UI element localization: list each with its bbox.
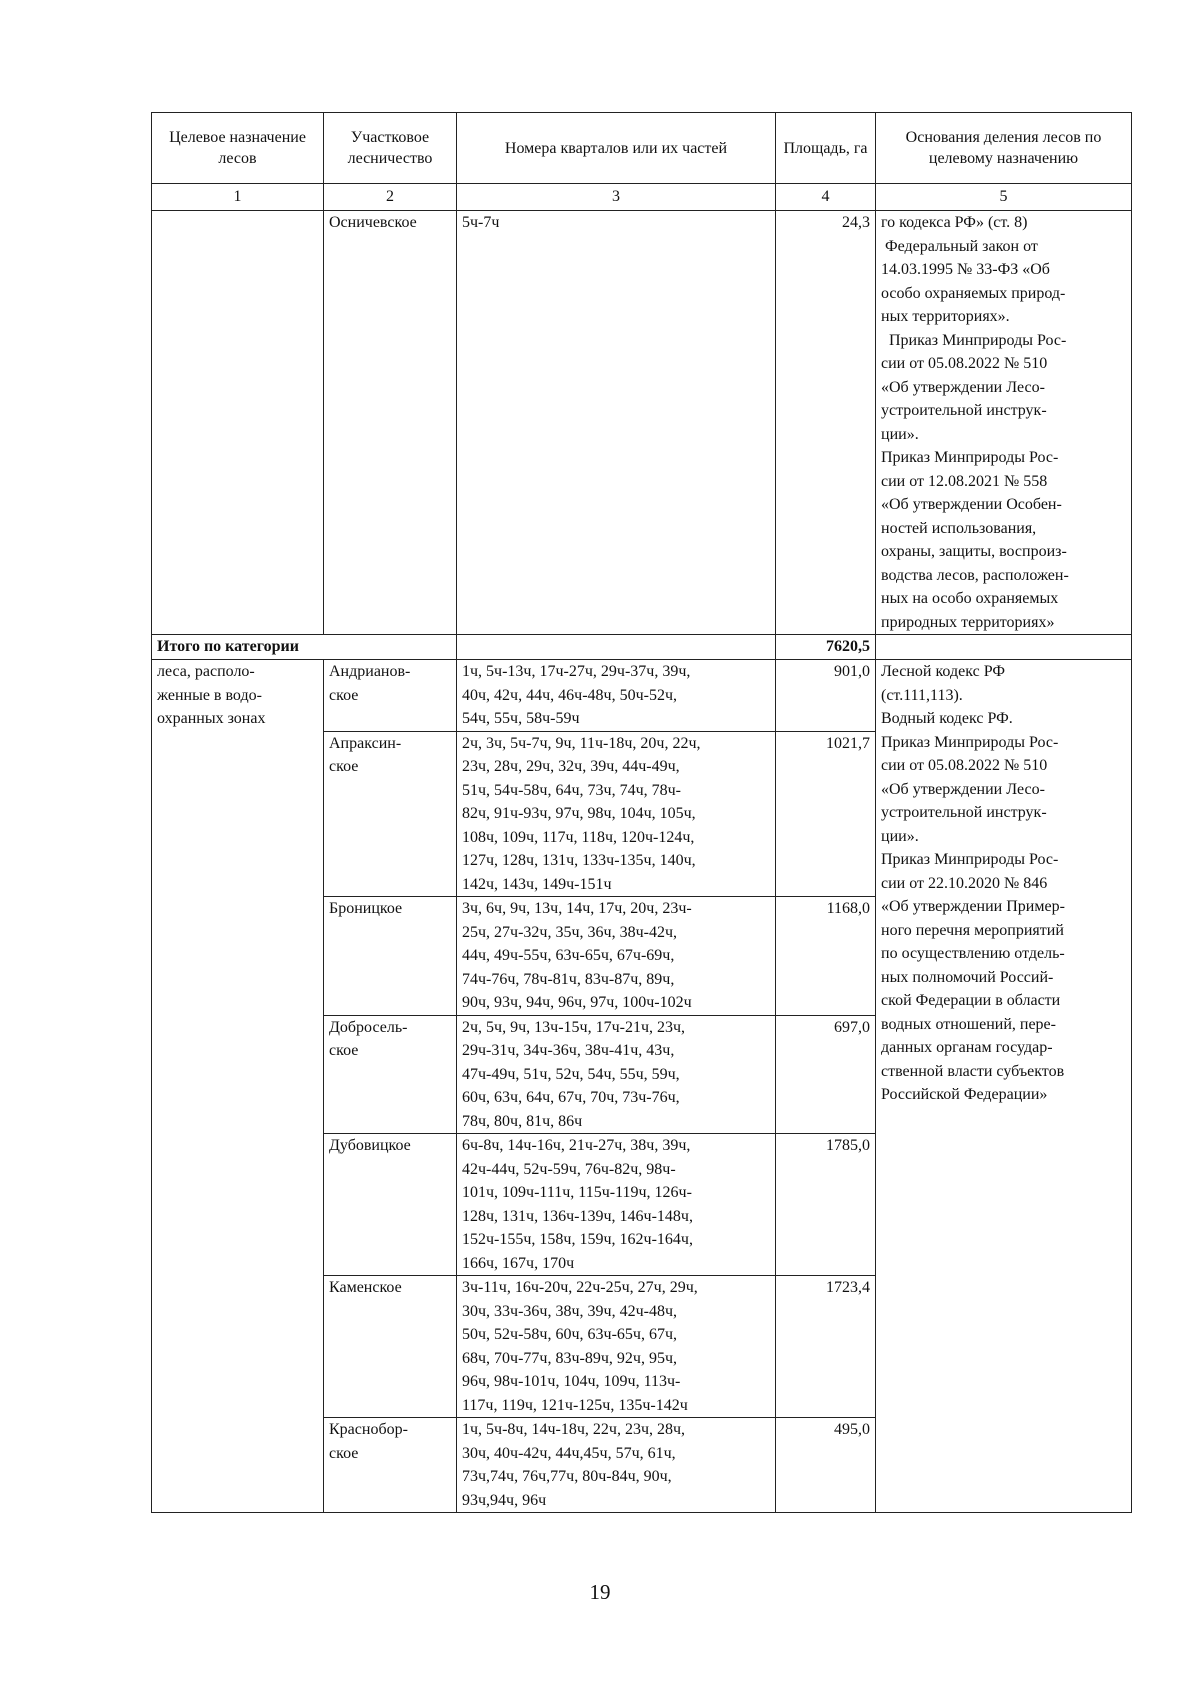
text-line: 51ч, 54ч-58ч, 64ч, 73ч, 74ч, 78ч- bbox=[462, 781, 681, 799]
column-number: 5 bbox=[876, 184, 1132, 211]
header-purpose: Целевое назначение лесов bbox=[152, 113, 324, 184]
text-line: 23ч, 28ч, 29ч, 32ч, 39ч, 44ч-49ч, bbox=[462, 758, 680, 775]
text-line: 101ч, 109ч-111ч, 115ч-119ч, 126ч- bbox=[462, 1184, 692, 1201]
text-line: Приказ Минприроды Рос- bbox=[881, 733, 1059, 751]
forestry-cell bbox=[324, 660, 457, 732]
area-cell: 1723,4 bbox=[776, 1276, 876, 1418]
header-forestry: Участковое лесничество bbox=[324, 113, 457, 184]
area-cell: 1021,7 bbox=[776, 731, 876, 897]
text-line: охранных зонах bbox=[157, 710, 266, 727]
text-line: 152ч-155ч, 158ч, 159ч, 162ч-164ч, bbox=[462, 1231, 693, 1248]
text-line: водных отношений, пере- bbox=[881, 1015, 1056, 1033]
text-line: ское bbox=[329, 1444, 359, 1462]
text-line: ных территориях». bbox=[881, 308, 1010, 325]
text-line: 2ч, 5ч, 9ч, 13ч-15ч, 17ч-21ч, 23ч, bbox=[462, 1018, 686, 1036]
text-line: го кодекса РФ» (ст. 8) bbox=[881, 214, 1028, 231]
text-line: Федеральный закон от bbox=[881, 237, 1038, 255]
text-line: 40ч, 42ч, 44ч, 46ч-48ч, 50ч-52ч, bbox=[462, 686, 677, 704]
quarters-cell bbox=[457, 1418, 776, 1513]
text-line: сии от 12.08.2021 № 558 bbox=[881, 472, 1048, 490]
text-line: 2ч, 3ч, 5ч-7ч, 9ч, 11ч-18ч, 20ч, 22ч, bbox=[462, 734, 701, 752]
area-cell: 24,3 bbox=[776, 211, 876, 635]
text-line: (ст.111,113). bbox=[881, 686, 963, 704]
text-line: ское bbox=[329, 758, 359, 775]
text-line: устроительной инструк- bbox=[881, 402, 1047, 419]
text-line: Добросель- bbox=[329, 1018, 408, 1036]
text-line: 74ч-76ч, 78ч-81ч, 83ч-87ч, 89ч, bbox=[462, 970, 675, 988]
area-cell: 1168,0 bbox=[776, 897, 876, 1016]
forestry-cell bbox=[324, 731, 457, 897]
quarters-cell bbox=[457, 1015, 776, 1134]
forestry-cell bbox=[324, 1276, 457, 1418]
column-number: 3 bbox=[457, 184, 776, 211]
text-line: данных органам государ- bbox=[881, 1039, 1053, 1056]
text-line: Дубовицкое bbox=[329, 1137, 411, 1154]
table-row bbox=[152, 660, 1132, 732]
quarters-cell bbox=[457, 1134, 776, 1276]
text-line: «Об утверждении Лесо- bbox=[881, 780, 1045, 798]
purpose-cell-empty bbox=[152, 211, 324, 635]
text-line: 90ч, 93ч, 94ч, 96ч, 97ч, 100ч-102ч bbox=[462, 994, 692, 1011]
text-line: Краснобор- bbox=[329, 1421, 408, 1438]
text-line: 93ч,94ч, 96ч bbox=[462, 1491, 547, 1509]
text-line: Апраксин- bbox=[329, 734, 402, 752]
text-line: ного перечня мероприятий bbox=[881, 921, 1064, 939]
text-line: ных на особо охраняемых bbox=[881, 590, 1059, 607]
text-line: 29ч-31ч, 34ч-36ч, 38ч-41ч, 43ч, bbox=[462, 1042, 675, 1059]
text-line: 1ч, 5ч-13ч, 17ч-27ч, 29ч-37ч, 39ч, bbox=[462, 663, 691, 680]
text-line: 128ч, 131ч, 136ч-139ч, 146ч-148ч, bbox=[462, 1207, 693, 1225]
text-line: природных территориях» bbox=[881, 613, 1055, 631]
area-cell: 495,0 bbox=[776, 1418, 876, 1513]
text-line: 14.03.1995 № 33-ФЗ «Об bbox=[881, 261, 1050, 278]
text-line: 3ч-11ч, 16ч-20ч, 22ч-25ч, 27ч, 29ч, bbox=[462, 1279, 698, 1296]
text-line: 50ч, 52ч-58ч, 60ч, 63ч-65ч, 67ч, bbox=[462, 1326, 677, 1343]
forest-allocation-table bbox=[151, 112, 1132, 1513]
text-line: Каменское bbox=[329, 1279, 402, 1296]
column-number: 2 bbox=[324, 184, 457, 211]
column-number: 4 bbox=[776, 184, 876, 211]
total-basis-empty bbox=[876, 635, 1132, 660]
forestry-cell bbox=[324, 1418, 457, 1513]
text-line: Приказ Минприроды Рос- bbox=[881, 449, 1059, 466]
page-number: 19 bbox=[589, 1580, 611, 1604]
header-quarters: Номера кварталов или их частей bbox=[457, 113, 776, 184]
total-label: Итого по категории bbox=[152, 635, 457, 660]
quarters-cell bbox=[457, 660, 776, 732]
text-line: 82ч, 91ч-93ч, 97ч, 98ч, 104ч, 105ч, bbox=[462, 805, 696, 822]
text-line: 117ч, 119ч, 121ч-125ч, 135ч-142ч bbox=[462, 1396, 688, 1414]
forestry-cell bbox=[324, 1134, 457, 1276]
text-line: 73ч,74ч, 76ч,77ч, 80ч-84ч, 90ч, bbox=[462, 1468, 672, 1485]
category-name bbox=[152, 660, 324, 1513]
text-line: 30ч, 40ч-42ч, 44ч,45ч, 57ч, 61ч, bbox=[462, 1444, 676, 1462]
text-line: 108ч, 109ч, 117ч, 118ч, 120ч-124ч, bbox=[462, 828, 695, 846]
quarters-cell bbox=[457, 897, 776, 1016]
text-line: особо охраняемых природ- bbox=[881, 284, 1066, 302]
text-line: Водный кодекс РФ. bbox=[881, 710, 1013, 727]
total-row bbox=[152, 635, 1132, 660]
text-line: сии от 22.10.2020 № 846 bbox=[881, 874, 1048, 892]
text-line: 25ч, 27ч-32ч, 35ч, 36ч, 38ч-42ч, bbox=[462, 923, 677, 941]
text-line: ское bbox=[329, 686, 359, 704]
text-line: Андрианов- bbox=[329, 663, 411, 680]
quarters-cell: 5ч-7ч bbox=[457, 211, 776, 635]
forestry-cell bbox=[324, 1015, 457, 1134]
text-line: ностей использования, bbox=[881, 519, 1037, 537]
header-basis: Основания деления лесов по целевому назначению bbox=[876, 113, 1132, 184]
header-row bbox=[152, 113, 1132, 184]
header-area: Площадь, га bbox=[776, 113, 876, 184]
text-line: водства лесов, расположен- bbox=[881, 566, 1069, 584]
text-line: 78ч, 80ч, 81ч, 86ч bbox=[462, 1112, 583, 1130]
text-line: по осуществлению отдель- bbox=[881, 945, 1065, 962]
text-line: 96ч, 98ч-101ч, 104ч, 109ч, 113ч- bbox=[462, 1373, 681, 1390]
text-line: 166ч, 167ч, 170ч bbox=[462, 1254, 575, 1272]
text-line: 142ч, 143ч, 149ч-151ч bbox=[462, 875, 612, 893]
text-line: Приказ Минприроды Рос- bbox=[881, 331, 1067, 349]
text-line: 60ч, 63ч, 64ч, 67ч, 70ч, 73ч-76ч, bbox=[462, 1089, 680, 1106]
text-line: 6ч-8ч, 14ч-16ч, 21ч-27ч, 38ч, 39ч, bbox=[462, 1137, 691, 1154]
table-row-continued bbox=[152, 211, 1132, 635]
text-line: ных полномочий Россий- bbox=[881, 968, 1054, 986]
forestry-cell bbox=[324, 897, 457, 1016]
text-line: ской Федерации в области bbox=[881, 992, 1061, 1009]
column-number-row bbox=[152, 184, 1132, 211]
area-cell: 901,0 bbox=[776, 660, 876, 732]
text-line: женные в водо- bbox=[157, 686, 262, 704]
text-line: 44ч, 49ч-55ч, 63ч-65ч, 67ч-69ч, bbox=[462, 947, 675, 964]
category-basis bbox=[876, 660, 1132, 1513]
text-line: охраны, защиты, воспроиз- bbox=[881, 543, 1067, 560]
text-line: 54ч, 55ч, 58ч-59ч bbox=[462, 710, 580, 727]
text-line: «Об утверждении Лесо- bbox=[881, 378, 1045, 396]
text-line: Приказ Минприроды Рос- bbox=[881, 851, 1059, 868]
text-line: 1ч, 5ч-8ч, 14ч-18ч, 22ч, 23ч, 28ч, bbox=[462, 1421, 686, 1438]
text-line: Лесной кодекс РФ bbox=[881, 663, 1005, 680]
area-cell: 697,0 bbox=[776, 1015, 876, 1134]
quarters-cell bbox=[457, 731, 776, 897]
basis-cell bbox=[876, 211, 1132, 635]
text-line: ции». bbox=[881, 425, 919, 443]
text-line: ственной власти субъектов bbox=[881, 1062, 1065, 1080]
total-area: 7620,5 bbox=[776, 635, 876, 660]
text-line: Броницкое bbox=[329, 900, 403, 917]
total-empty bbox=[457, 635, 776, 660]
quarters-cell bbox=[457, 1276, 776, 1418]
text-line: ции». bbox=[881, 827, 919, 845]
text-line: 42ч-44ч, 52ч-59ч, 76ч-82ч, 98ч- bbox=[462, 1160, 676, 1178]
text-line: 30ч, 33ч-36ч, 38ч, 39ч, 42ч-48ч, bbox=[462, 1302, 677, 1320]
text-line: сии от 05.08.2022 № 510 bbox=[881, 355, 1048, 372]
text-line: «Об утверждении Пример- bbox=[881, 898, 1065, 915]
text-line: Российской Федерации» bbox=[881, 1086, 1048, 1103]
text-line: сии от 05.08.2022 № 510 bbox=[881, 757, 1048, 774]
text-line: 3ч, 6ч, 9ч, 13ч, 14ч, 17ч, 20ч, 23ч- bbox=[462, 900, 692, 917]
text-line: 127ч, 128ч, 131ч, 133ч-135ч, 140ч, bbox=[462, 852, 696, 869]
text-line: устроительной инструк- bbox=[881, 804, 1047, 821]
text-line: 47ч-49ч, 51ч, 52ч, 54ч, 55ч, 59ч, bbox=[462, 1065, 680, 1083]
text-line: «Об утверждении Особен- bbox=[881, 496, 1062, 513]
text-line: леса, располо- bbox=[157, 663, 255, 680]
column-number: 1 bbox=[152, 184, 324, 211]
text-line: ское bbox=[329, 1042, 359, 1059]
area-cell: 1785,0 bbox=[776, 1134, 876, 1276]
text-line: 68ч, 70ч-77ч, 83ч-89ч, 92ч, 95ч, bbox=[462, 1349, 677, 1367]
forestry-cell: Осничевское bbox=[324, 211, 457, 635]
